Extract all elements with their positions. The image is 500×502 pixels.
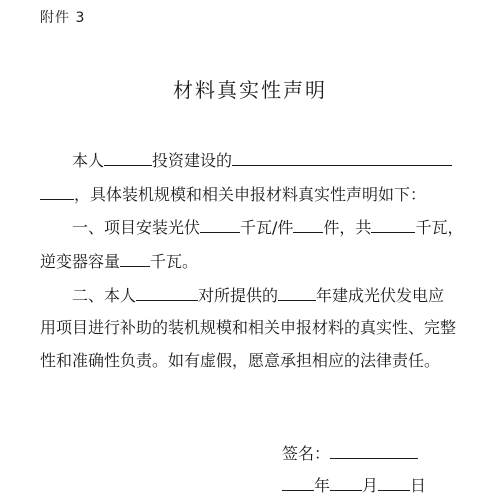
attachment-label: 附件 3 bbox=[40, 10, 86, 26]
text-year-built: 年建成光伏发电应 bbox=[316, 286, 445, 305]
blank-year bbox=[278, 284, 316, 301]
blank-date-year bbox=[282, 474, 314, 491]
blank-date-day bbox=[378, 474, 410, 491]
item-1-line-1 bbox=[72, 216, 463, 238]
signature-line bbox=[282, 442, 418, 464]
text-inverter-capacity: 逆变器容量 bbox=[40, 252, 121, 271]
text-month: 月 bbox=[362, 476, 379, 495]
paragraph-1-line-2 bbox=[40, 183, 426, 205]
item-1-line-2 bbox=[40, 250, 198, 272]
text-kw: 千瓦， bbox=[415, 218, 464, 237]
paragraph-1-line-1 bbox=[72, 149, 452, 171]
blank-total-capacity bbox=[371, 216, 415, 233]
text-kw-end: 千瓦。 bbox=[150, 252, 199, 271]
date-line bbox=[282, 474, 426, 496]
blank-project-name-cont bbox=[40, 183, 74, 200]
text-item2-benren: 二、本人 bbox=[72, 286, 137, 305]
blank-unit-capacity bbox=[200, 216, 240, 233]
item-2-line-3: 性和准确性负责。如有虚假，愿意承担相应的法律责任。 bbox=[40, 351, 441, 370]
text-day: 日 bbox=[410, 476, 427, 495]
document-title: 材料真实性声明 bbox=[173, 78, 327, 102]
blank-declarant bbox=[136, 284, 198, 301]
blank-inverter-capacity bbox=[120, 250, 150, 267]
text-year: 年 bbox=[314, 476, 331, 495]
blank-project-name bbox=[232, 149, 452, 166]
text-benren: 本人 bbox=[72, 151, 105, 170]
signature-label: 签名： bbox=[282, 444, 331, 463]
blank-name bbox=[104, 149, 152, 166]
item-2-line-2: 用项目进行补助的装机规模和相关申报材料的真实性、完整 bbox=[40, 318, 457, 337]
text-kw-per-piece: 千瓦/件 bbox=[240, 218, 294, 237]
text-item1-install: 一、项目安装光伏 bbox=[72, 218, 201, 237]
text-declaration-intro: ，具体装机规模和相关申报材料真实性声明如下： bbox=[74, 185, 427, 204]
text-provided: 对所提供的 bbox=[198, 286, 279, 305]
text-pieces-total: 件，共 bbox=[323, 218, 372, 237]
blank-piece-count bbox=[293, 216, 323, 233]
item-2-line-1 bbox=[72, 284, 444, 306]
text-investment: 投资建设的 bbox=[152, 151, 233, 170]
blank-signature bbox=[330, 442, 418, 459]
blank-date-month bbox=[330, 474, 362, 491]
